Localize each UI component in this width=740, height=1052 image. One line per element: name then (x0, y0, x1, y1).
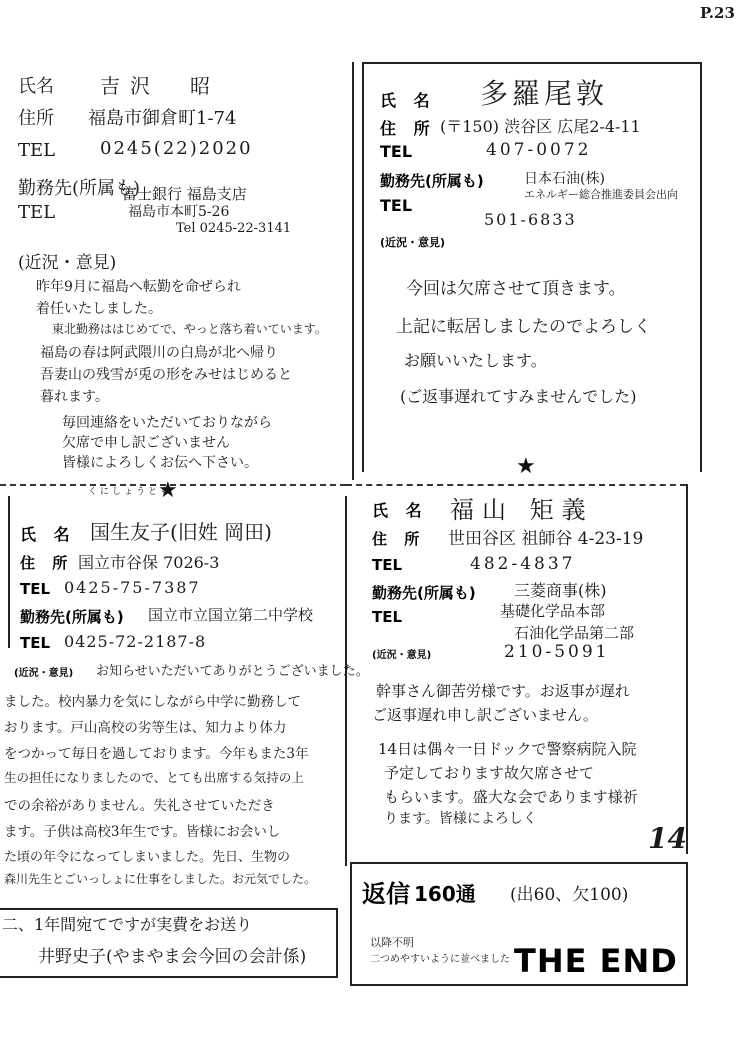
note-line: お願いいたします。 (404, 351, 547, 370)
note-line: 暮れます。 (40, 389, 109, 405)
tel2-value: 0425-72-2187-8 (64, 632, 207, 651)
name-label: 氏 名 (380, 91, 436, 110)
card-border-left (8, 496, 10, 648)
note-line: 生の担任になりましたので、とても出席する気持の上 (4, 770, 304, 785)
tel2-label: TEL (380, 196, 413, 215)
work-value: 国立市立国立第二中学校 (148, 606, 314, 624)
summary-border-top (350, 862, 686, 864)
note-line: ります。皆様によろしく (384, 811, 537, 827)
note-line: 上記に転居しましたのでよろしく (396, 317, 651, 337)
note-line: 幹事さん御苦労様です。お返事が遅れ (376, 682, 630, 700)
work-line: Tel 0245-22-3141 (176, 221, 292, 236)
name-value: 多羅尾敦 (480, 77, 609, 110)
note-line: ます。子供は高校3年生です。皆様にお会いし (4, 824, 281, 840)
note-line: ご返事遅れ申し訳ございません。 (372, 706, 598, 724)
note-line: 東北勤務ははじめてで、やっと落ち着いています。 (52, 322, 327, 336)
tel-label: TEL (372, 556, 403, 574)
note-line: ました。校内暴力を気にしながら中学に勤務して (4, 694, 301, 710)
name-value: 福山 矩義 (450, 496, 594, 524)
note-line: 欠席で申し訳ございません (62, 435, 230, 451)
name-label: 氏 名 (372, 501, 428, 520)
work-label: 勤務先(所属も) (18, 178, 141, 199)
star-icon: ★ (158, 478, 178, 503)
footer-line: 井野史子(やまやま会今回の会計係) (38, 947, 307, 967)
summary-border-right (686, 862, 688, 986)
summary-border-left (350, 862, 352, 986)
card-border-right (345, 496, 347, 866)
note-line: おります。戸山高校の劣等生は、知力より体力 (4, 720, 287, 736)
work-line: 福島市本町5-26 (128, 204, 230, 220)
card-border-right (686, 484, 688, 854)
tel-label: TEL (18, 140, 56, 161)
note-label: (近況・意見) (380, 236, 446, 249)
note-line: 昨年9月に福島へ転勤を命ぜられ (36, 279, 241, 295)
address-value: (〒150) 渋谷区 広尾2-4-11 (440, 117, 641, 136)
note-label: (近況・意見) (372, 650, 432, 661)
card-border-top (362, 62, 702, 64)
section-separator (346, 484, 686, 486)
tel2-label: TEL (20, 634, 51, 652)
address-label: 住 所 (372, 530, 426, 548)
work-label: 勤務先(所属も) (20, 608, 124, 626)
side-note: 二つめやすいように並べました (370, 954, 510, 965)
note-line: もらいます。盛大な会であります様祈 (384, 788, 638, 806)
note-line: 福島の春は阿武隈川の白鳥が北へ帰り (40, 345, 278, 361)
tel2-label: TEL (18, 202, 56, 223)
name-value: 国生友子(旧姓 岡田) (90, 520, 272, 544)
work-label: 勤務先(所属も) (372, 584, 476, 602)
address-value: 福島市御倉町1-74 (88, 108, 237, 129)
note-line: 予定しております故欠席させて (384, 764, 595, 782)
address-value: 世田谷区 祖師谷 4-23-19 (448, 529, 644, 549)
star-icon: ★ (516, 454, 536, 479)
name-value: 吉沢 昭 (100, 74, 220, 98)
note-label: (近況・意見) (14, 668, 74, 679)
tel2-label: TEL (372, 608, 403, 626)
name-label: 氏名 (18, 76, 54, 97)
page-reference: P.23 (700, 4, 735, 22)
footer-border-right (336, 908, 338, 978)
footer-border-bottom (0, 976, 338, 978)
tel-value: 482-4837 (470, 554, 576, 574)
work-line: 石油化学品第二部 (514, 624, 635, 642)
tel-value: 0245(22)2020 (100, 138, 253, 159)
card-border-left (362, 62, 364, 472)
address-label: 住 所 (380, 119, 436, 138)
the-end-stamp: THE END (514, 942, 678, 980)
reply-count: 160通 (414, 882, 476, 906)
tel-label: TEL (380, 142, 413, 161)
furigana: くにしょうとも (88, 487, 173, 497)
note-line: 14日は偶々一日ドックで警察病院入院 (378, 740, 637, 758)
work-value: 三菱商事(株) (514, 581, 607, 600)
note-line: をつかって毎日を過しております。今年もまた3年 (4, 746, 309, 762)
note-line: お知らせいただいてありがとうございました。 (96, 664, 369, 679)
footer-line: 二、1年間宛てですが実費をお送り (2, 915, 253, 934)
tel-value: 0425-75-7387 (64, 578, 201, 597)
note-line: 着任いたしました。 (36, 301, 162, 317)
tel2-value: 210-5091 (504, 642, 610, 662)
reply-label: 返信 (362, 880, 410, 908)
address-label: 住 所 (20, 554, 74, 572)
tel-label: TEL (20, 580, 51, 598)
tel-value: 407-0072 (486, 140, 592, 160)
footer-border-top (0, 908, 338, 910)
work-label: 勤務先(所属も) (380, 172, 484, 190)
side-note: 以降不明 (370, 936, 414, 949)
note-line: 吾妻山の残雪が兎の形をみせはじめると (40, 367, 292, 383)
page-number: 14 (648, 822, 687, 855)
name-label: 氏 名 (20, 525, 76, 544)
note-line: (ご返事遅れてすみませんでした) (400, 387, 637, 406)
note-line: 皆様によろしくお伝へ下さい。 (62, 455, 258, 471)
address-label: 住所 (18, 108, 54, 129)
work-line: 日本石油(株) (524, 171, 605, 187)
note-line: た頃の年令になってしまいました。先日、生物の (4, 850, 291, 865)
note-line: 毎回連絡をいただいておりながら (62, 415, 272, 431)
summary-border-bottom (350, 984, 688, 986)
tel2-value: 501-6833 (484, 210, 577, 229)
work-line: 基礎化学品本部 (500, 602, 606, 620)
note-line: での余裕がありません。失礼させていただき (4, 798, 275, 814)
work-line: エネルギー総合推進委員会出向 (524, 188, 678, 201)
work-line: 富士銀行 福島支店 (122, 185, 247, 203)
note-line: 森川先生とごいっしょに仕事をしました。お元気でした。 (4, 872, 317, 886)
card-border-right (700, 62, 702, 472)
card-divider-right (352, 62, 354, 480)
note-line: 今回は欠席させて頂きます。 (406, 279, 626, 299)
address-value: 国立市谷保 7026-3 (78, 553, 220, 572)
note-label: (近況・意見) (18, 253, 117, 273)
reply-detail: (出60、欠100) (510, 885, 629, 905)
